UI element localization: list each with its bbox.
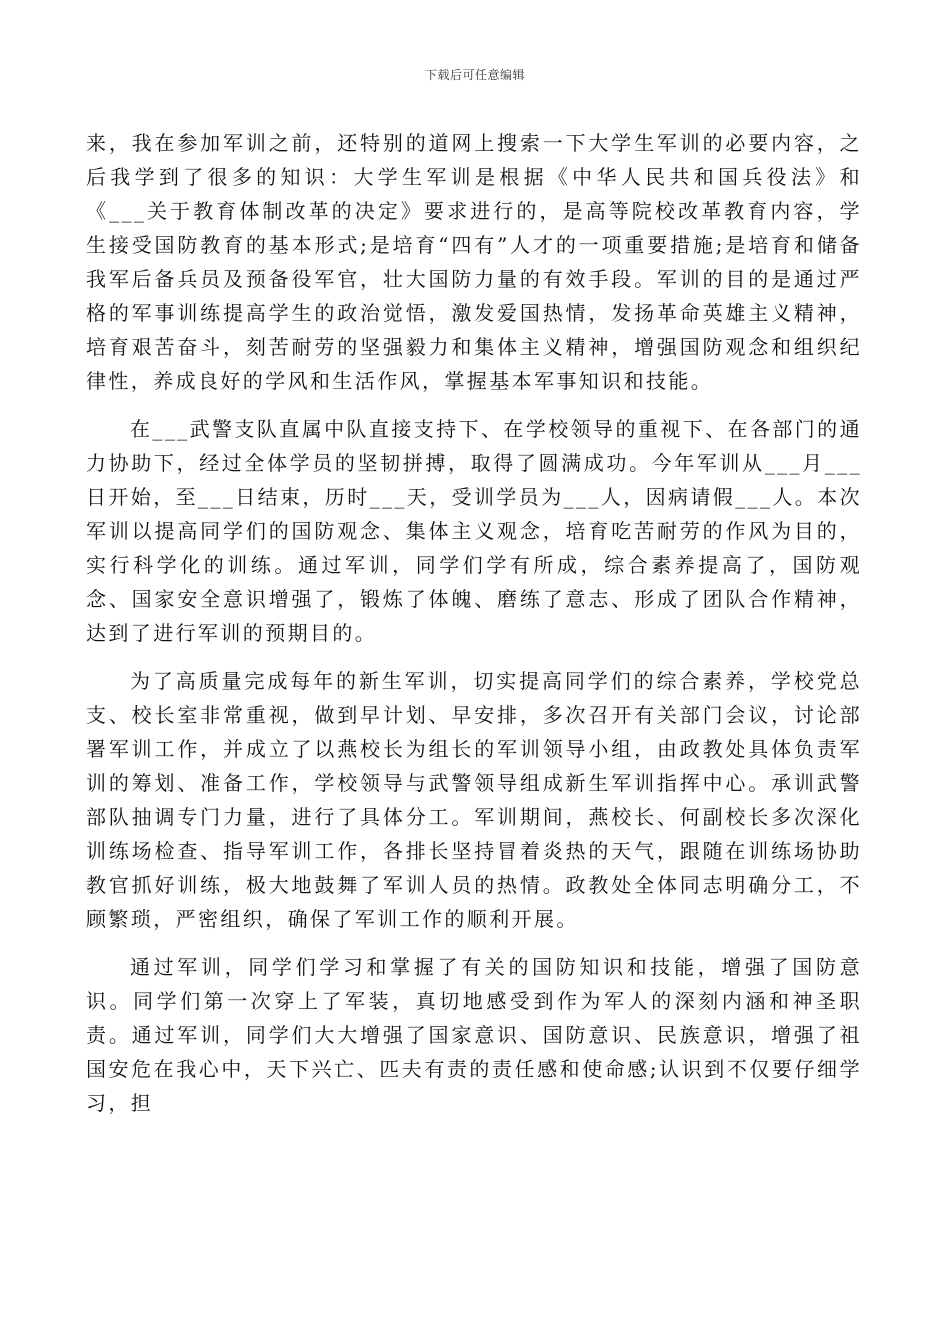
page-header: 下载后可任意编辑: [424, 68, 525, 82]
paragraph-2: 在___武警支队直属中队直接支持下、在学校领导的重视下、在各部门的通力协助下，经过全体学员的坚韧拼搏，取得了圆满成功。今年军训从___月___日开始，至___日结束，历时___天，受训学员为___人，因病请假___人。本次军训以提高同学们的国防观念、集体主义观念，培育吃苦耐劳的作风为目的，实行科学化的训练。通过军训，同学们学有所成，综合素养提高了，国防观念、国家安全意识增强了，锻炼了体魄、磨练了意志、形成了团队合作精神，达到了进行军训的预期目的。: [86, 417, 862, 645]
paragraph-3: 为了高质量完成每年的新生军训，切实提高同学们的综合素养，学校党总支、校长室非常重视，做到早计划、早安排，多次召开有关部门会议，讨论部署军训工作，并成立了以燕校长为组长的军训领导小组，由政教处具体负责军训的筹划、准备工作，学校领导与武警领导组成新生军训指挥中心。承训武警部队抽调专门力量，进行了具体分工。军训期间，燕校长、何副校长多次深化训练场检查、指导军训工作，各排长坚持冒着炎热的天气，跟随在训练场协助教官抓好训练，极大地鼓舞了军训人员的热情。政教处全体同志明确分工，不顾繁琐，严密组织，确保了军训工作的顺利开展。: [86, 669, 862, 931]
paragraph-4: 通过军训，同学们学习和掌握了有关的国防知识和技能，增强了国防意识。同学们第一次穿上了军装，真切地感受到作为军人的深刻内涵和神圣职责。通过军训，同学们大大增强了国家意识、国防意识、民族意识，增强了祖国安危在我心中，天下兴亡、匹夫有责的责任感和使命感;认识到不仅要仔细学习，担: [86, 955, 862, 1115]
paragraph-1: 来，我在参加军训之前，还特别的道网上搜索一下大学生军训的必要内容，之后我学到了很多的知识：大学生军训是根据《中华人民共和国兵役法》和《___关于教育体制改革的决定》要求进行的，是高等院校改革教育内容，学生接受国防教育的基本形式;是培育“四有”人才的一项重要措施;是培育和储备我军后备兵员及预备役军官，壮大国防力量的有效手段。军训的目的是通过严格的军事训练提高学生的政治觉悟，激发爱国热情，发扬革命英雄主义精神，培育艰苦奋斗，刻苦耐劳的坚强毅力和集体主义精神，增强国防观念和组织纪律性，养成良好的学风和生活作风，掌握基本军事知识和技能。: [86, 131, 862, 393]
document-body: [86, 126, 862, 1120]
